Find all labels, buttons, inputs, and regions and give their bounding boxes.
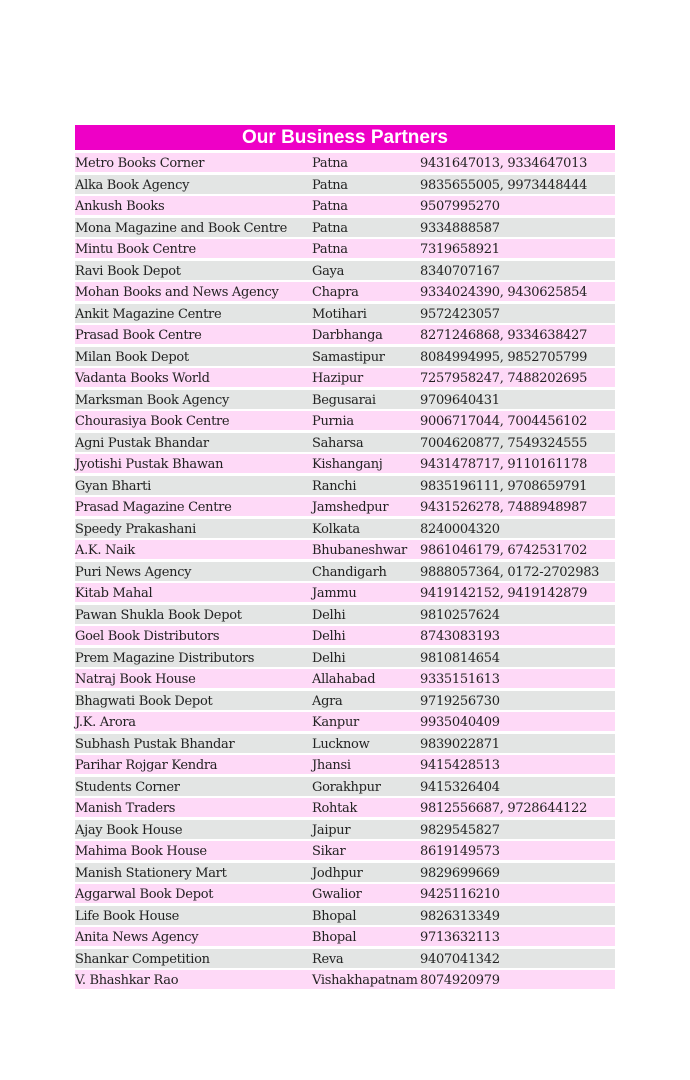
table-row	[75, 777, 615, 796]
table-row	[75, 433, 615, 452]
partner-city: Darbhanga	[312, 328, 383, 343]
partner-phone: 9888057364, 0172-2702983	[420, 564, 600, 580]
partner-city: Kolkata	[312, 521, 360, 537]
partner-phone: 9713632113	[420, 930, 500, 945]
table-row	[75, 196, 615, 215]
table-row	[75, 691, 615, 710]
partner-name: Subhash Pustak Bhandar	[75, 736, 235, 752]
table-row	[75, 562, 615, 581]
partner-name: Ankush Books	[75, 199, 165, 214]
partner-name: Ajay Book House	[75, 822, 183, 838]
table-row	[75, 454, 615, 473]
partner-phone: 9407041342	[420, 951, 500, 967]
partner-phone: 9431647013, 9334647013	[420, 156, 588, 171]
partner-phone: 9829699669	[420, 865, 500, 881]
table-row	[75, 325, 615, 344]
table-row	[75, 239, 615, 258]
partner-phone: 9419142152, 9419142879	[420, 586, 588, 601]
partner-phone: 9812556687, 9728644122	[420, 801, 588, 816]
partner-phone: 9719256730	[420, 693, 500, 709]
partner-phone: 8340707167	[420, 263, 500, 279]
partner-name: Ankit Magazine Centre	[75, 306, 222, 322]
partner-phone: 9835655005, 9973448444	[420, 177, 588, 193]
partner-city: Hazipur	[312, 371, 363, 386]
partner-phone: 8619149573	[420, 844, 500, 859]
partner-phone: 9829545827	[420, 822, 500, 838]
partner-name: Prem Magazine Distributors	[75, 650, 255, 666]
partner-name: Shankar Competition	[75, 951, 210, 967]
table-body	[75, 153, 615, 989]
partner-city: Reva	[312, 951, 344, 967]
partner-name: Prasad Magazine Centre	[75, 500, 232, 515]
partner-city: Sikar	[312, 844, 346, 859]
partner-name: Aggarwal Book Depot	[75, 887, 214, 902]
partner-city: Jamshedpur	[312, 500, 389, 515]
table-row	[75, 712, 615, 731]
table-row	[75, 906, 615, 925]
partner-phone: 9334888587	[420, 220, 500, 236]
partner-city: Kishanganj	[312, 457, 383, 472]
partner-phone: 9415428513	[420, 758, 500, 773]
partner-name: Jyotishi Pustak Bhawan	[75, 457, 224, 472]
partner-phone: 9935040409	[420, 715, 500, 730]
table-row	[75, 626, 615, 645]
partner-phone: 9425116210	[420, 887, 500, 902]
table-row	[75, 949, 615, 968]
partner-name: J.K. Arora	[75, 715, 136, 730]
partner-city: Rohtak	[312, 801, 358, 816]
partner-city: Bhopal	[312, 930, 357, 945]
partner-city: Delhi	[312, 629, 346, 644]
partner-name: Manish Stationery Mart	[75, 865, 227, 881]
partner-name: Mintu Book Centre	[75, 242, 196, 257]
partner-phone: 7319658921	[420, 242, 500, 257]
partner-phone: 9810814654	[420, 650, 500, 666]
partner-phone: 9431526278, 7488948987	[420, 500, 588, 515]
table-row	[75, 734, 615, 753]
partner-name: Prasad Book Centre	[75, 328, 202, 343]
partner-name: Students Corner	[75, 779, 180, 795]
table-row	[75, 497, 615, 516]
partner-name: Parihar Rojgar Kendra	[75, 758, 218, 773]
partner-city: Purnia	[312, 414, 354, 429]
table-title: Our Business Partners	[75, 125, 615, 150]
partner-phone: 9839022871	[420, 736, 500, 752]
partner-phone: 8074920979	[420, 973, 500, 988]
table-row	[75, 583, 615, 602]
partner-name: Anita News Agency	[75, 930, 199, 945]
partner-phone: 9335151613	[420, 672, 500, 687]
partner-city: Begusarai	[312, 392, 376, 408]
partner-city: Patna	[312, 199, 348, 214]
table-row	[75, 841, 615, 860]
table-row	[75, 970, 615, 989]
partner-city: Allahabad	[312, 672, 376, 687]
partner-phone: 9835196111, 9708659791	[420, 478, 588, 494]
table-row	[75, 476, 615, 495]
partner-name: Speedy Prakashani	[75, 521, 196, 537]
partner-phone: 9572423057	[420, 306, 500, 322]
partner-name: Mona Magazine and Book Centre	[75, 220, 287, 236]
partner-name: Agni Pustak Bhandar	[75, 435, 209, 451]
partner-name: Ravi Book Depot	[75, 263, 181, 279]
partner-city: Chandigarh	[312, 564, 387, 580]
table-row	[75, 927, 615, 946]
partner-name: Pawan Shukla Book Depot	[75, 607, 242, 623]
partner-name: Milan Book Depot	[75, 349, 189, 365]
partner-city: Jammu	[312, 586, 357, 601]
partner-name: A.K. Naik	[75, 543, 135, 558]
partner-city: Samastipur	[312, 349, 385, 365]
table-row	[75, 153, 615, 172]
partner-city: Chapra	[312, 285, 359, 300]
table-row	[75, 669, 615, 688]
partner-phone: 7257958247, 7488202695	[420, 371, 588, 386]
partner-name: Mahima Book House	[75, 844, 207, 859]
partner-phone: 9826313349	[420, 908, 500, 924]
partner-city: Delhi	[312, 650, 346, 666]
partner-name: Kitab Mahal	[75, 586, 153, 601]
table-row	[75, 820, 615, 839]
partner-city: Patna	[312, 177, 348, 193]
table-row	[75, 347, 615, 366]
partner-name: Goel Book Distributors	[75, 629, 220, 644]
partner-city: Jaipur	[312, 822, 351, 838]
table-row	[75, 411, 615, 430]
partner-city: Agra	[312, 693, 343, 709]
partner-phone: 8743083193	[420, 629, 500, 644]
partner-city: Patna	[312, 156, 348, 171]
table-row	[75, 755, 615, 774]
table-row	[75, 798, 615, 817]
partner-phone: 8271246868, 9334638427	[420, 328, 588, 343]
partner-name: Gyan Bharti	[75, 478, 151, 494]
partner-phone: 9006717044, 7004456102	[420, 414, 588, 429]
table-row	[75, 884, 615, 903]
partner-city: Vishakhapatnam	[312, 973, 418, 988]
partner-phone: 7004620877, 7549324555	[420, 435, 588, 451]
partner-city: Motihari	[312, 306, 367, 322]
partner-phone: 8084994995, 9852705799	[420, 349, 588, 365]
partner-phone: 8240004320	[420, 521, 500, 537]
partner-name: Natraj Book House	[75, 672, 196, 687]
partner-name: Bhagwati Book Depot	[75, 693, 213, 709]
partner-name: Marksman Book Agency	[75, 392, 230, 408]
partner-phone: 9431478717, 9110161178	[420, 457, 588, 472]
partner-name: V. Bhashkar Rao	[75, 973, 179, 988]
partner-city: Bhopal	[312, 908, 357, 924]
partner-city: Kanpur	[312, 715, 359, 730]
partner-name: Life Book House	[75, 908, 180, 924]
partners-table	[75, 125, 615, 992]
table-row	[75, 605, 615, 624]
partner-city: Patna	[312, 242, 348, 257]
table-row	[75, 175, 615, 194]
table-row	[75, 261, 615, 280]
partner-phone: 9334024390, 9430625854	[420, 285, 588, 300]
table-row	[75, 304, 615, 323]
partner-phone: 9810257624	[420, 607, 500, 623]
table-row	[75, 863, 615, 882]
table-row	[75, 519, 615, 538]
partner-city: Gorakhpur	[312, 779, 381, 795]
partner-city: Bhubaneshwar	[312, 543, 407, 558]
partner-city: Saharsa	[312, 435, 364, 451]
partner-city: Gaya	[312, 263, 345, 279]
table-row	[75, 368, 615, 387]
partner-name: Puri News Agency	[75, 564, 192, 580]
partner-name: Mohan Books and News Agency	[75, 285, 279, 300]
table-row	[75, 540, 615, 559]
table-row	[75, 390, 615, 409]
partner-name: Vadanta Books World	[75, 371, 210, 386]
partner-city: Patna	[312, 220, 348, 236]
table-row	[75, 282, 615, 301]
partner-city: Ranchi	[312, 478, 357, 494]
partner-name: Metro Books Corner	[75, 156, 205, 171]
partner-phone: 9709640431	[420, 392, 500, 408]
table-row	[75, 648, 615, 667]
table-row	[75, 218, 615, 237]
partner-name: Alka Book Agency	[75, 177, 190, 193]
partner-name: Chourasiya Book Centre	[75, 414, 230, 429]
partner-phone: 9415326404	[420, 779, 500, 795]
partner-city: Delhi	[312, 607, 346, 623]
partner-name: Manish Traders	[75, 801, 176, 816]
partner-phone: 9507995270	[420, 199, 500, 214]
partner-city: Lucknow	[312, 736, 370, 752]
partner-city: Jhansi	[312, 758, 351, 773]
partner-city: Gwalior	[312, 887, 362, 902]
partner-phone: 9861046179, 6742531702	[420, 543, 588, 558]
partner-city: Jodhpur	[312, 865, 363, 881]
